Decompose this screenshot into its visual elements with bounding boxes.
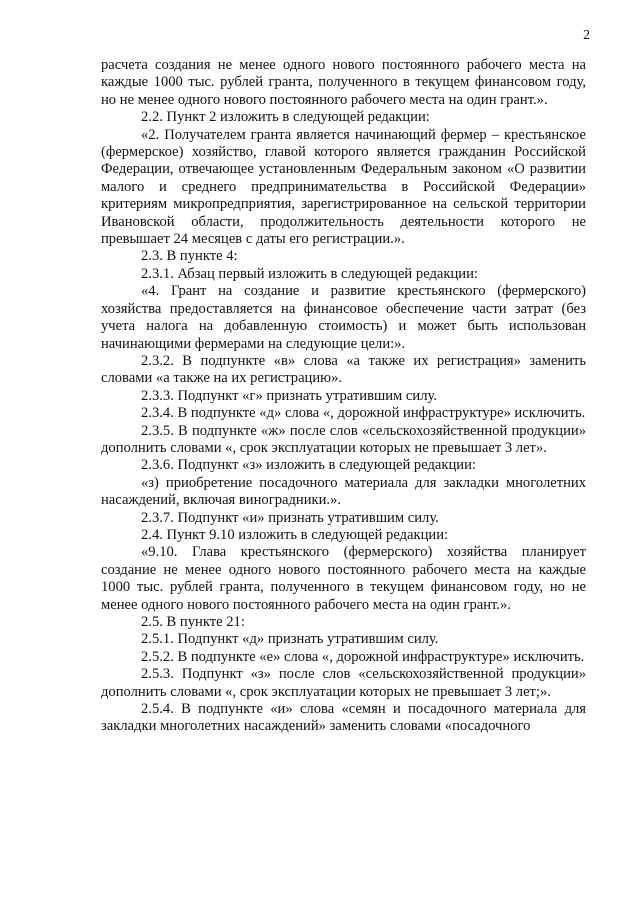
paragraph: «з) приобретение посадочного материала для закладки многолетних насаждений, включая виноградники.».: [101, 474, 586, 509]
paragraph: 2.3.4. В подпункте «д» слова «, дорожной инфраструктуре» исключить.: [141, 405, 586, 422]
paragraph: 2.3.7. Подпункт «и» признать утратившим силу.: [141, 509, 439, 526]
paragraph: 2.4. Пункт 9.10 изложить в следующей редакции:: [141, 526, 449, 543]
paragraph: 2.3.5. В подпункте «ж» после слов «сельскохозяйственной продукции» дополнить словами «, срок эксплуатации которых не превышает 3 лет».: [101, 422, 586, 456]
paragraph: 2.3.1. Абзац первый изложить в следующей редакции:: [141, 265, 478, 282]
paragraph: 2.3.2. В подпункте «в» слова «а также их регистрация» заменить словами «а также на их регистрацию».: [101, 352, 586, 387]
paragraph: расчета создания не менее одного нового постоянного рабочего места на каждые 1000 тыс. рублей гранта, полученного в текущем финансовом году, но не менее одного нового постоянного рабочего места на один грант.».: [101, 57, 586, 108]
paragraph: «4. Грант на создание и развитие крестьянского (фермерского) хозяйства предоставляется на финансовое обеспечение части затрат (без учета налога на добавленную стоимость) и может быть использован начинающими фермерами на следующие цели:».: [101, 283, 586, 352]
paragraph: 2.5.4. В подпункте «и» слова «семян и посадочного материала для закладки многолетних насаждений» заменить словами «посадочного: [101, 701, 586, 735]
page-number: 2: [583, 28, 590, 43]
paragraph: 2.5.1. Подпункт «д» признать утратившим силу.: [141, 631, 439, 648]
paragraph: 2.3.6. Подпункт «з» изложить в следующей редакции:: [141, 457, 476, 474]
document-body: [101, 57, 586, 736]
paragraph: 2.3.3. Подпункт «г» признать утратившим силу.: [141, 387, 437, 404]
paragraph: «2. Получателем гранта является начинающий фермер – крестьянское (фермерское) хозяйство, главой которого является гражданин Российской Федерации, отвечающее установленным Федеральным законом «О развитии малого и среднего предпринимательства в Российской Федерации» критериям микропредприятия, зарегистрированное на сельской территории Ивановской области, продолжительность деятельности которого не превышает 24 месяцев с даты его регистрации.».: [101, 126, 586, 248]
paragraph: 2.3. В пункте 4:: [141, 248, 238, 265]
paragraph: 2.5. В пункте 21:: [141, 614, 245, 630]
paragraph: 2.5.2. В подпункте «е» слова «, дорожной инфраструктуре» исключить.: [141, 648, 585, 665]
paragraph: «9.10. Глава крестьянского (фермерского) хозяйства планирует создание не менее одного нового постоянного рабочего места на каждые 1000 тыс. рублей гранта, полученного в текущем финансовом году, но не менее одного нового постоянного рабочего места на один грант.».: [101, 544, 586, 613]
paragraph: 2.5.3. Подпункт «з» после слов «сельскохозяйственной продукции» дополнить словами «, срок эксплуатации которых не превышает 3 лет;».: [101, 666, 586, 700]
paragraph: 2.2. Пункт 2 изложить в следующей редакции:: [141, 109, 430, 126]
